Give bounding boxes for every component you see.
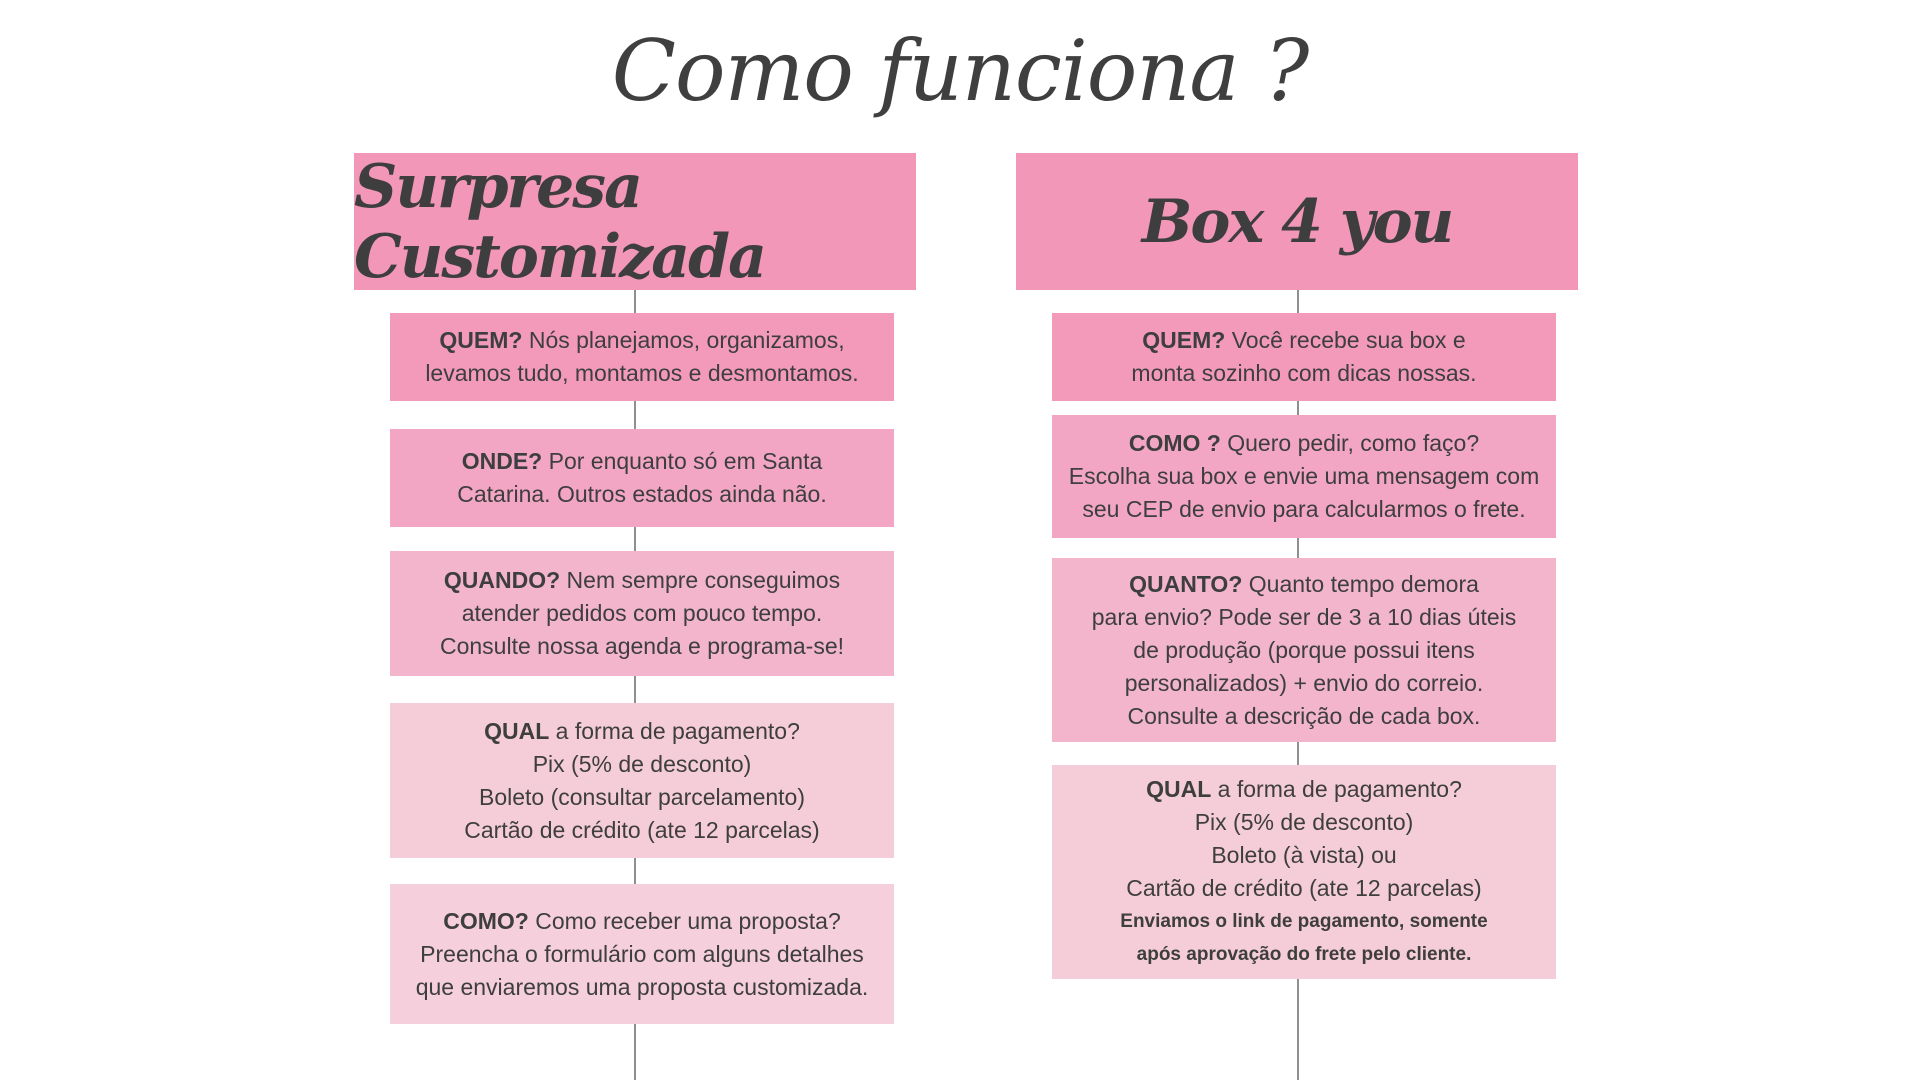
box-text: atender pedidos com pouco tempo. [461, 600, 823, 626]
box-text: Cartão de crédito (ate 12 parcelas) [464, 816, 820, 843]
box-text: Consulte nossa agenda e programa-se! [439, 633, 845, 659]
box-text: Catarina. Outros estados ainda não. [457, 481, 827, 507]
column-box-4-you [1016, 153, 1578, 1080]
box-text: de produção (porque possui itens [1133, 636, 1475, 663]
box-text: Pix (5% de desconto) [1194, 809, 1414, 835]
info-box-quem [390, 313, 894, 401]
box-text: Pix (5% de desconto) [532, 750, 752, 777]
box-text: Por enquanto só em Santa [542, 448, 823, 474]
box-text: a forma de pagamento? [1211, 776, 1462, 802]
column-header-label: Surpresa Customizada [354, 151, 765, 292]
info-box-quando [390, 551, 894, 676]
box-label: QUAL [484, 717, 550, 744]
box-text: personalizados) + envio do correio. [1124, 669, 1484, 696]
box-text: seu CEP de envio para calcularmos o frete. [1082, 496, 1526, 522]
column-header-label: Box 4 you [1141, 186, 1453, 257]
box-text: Preencha o formulário com alguns detalhes [420, 940, 864, 967]
box-label: QUANDO? [443, 567, 561, 593]
box-text: Quanto tempo demora [1242, 570, 1479, 597]
info-box-como [390, 884, 894, 1024]
box-text: monta sozinho com dicas nossas. [1131, 360, 1477, 386]
box-label: COMO? [443, 907, 529, 934]
box-text: Boleto (consultar parcelamento) [479, 783, 805, 810]
box-text: Quero pedir, como faço? [1220, 430, 1480, 456]
info-box-quanto [1052, 558, 1556, 742]
box-text: Como receber uma proposta? [528, 907, 841, 934]
box-note: após aprovação do frete pelo cliente. [1136, 944, 1472, 965]
box-text: levamos tudo, montamos e desmontamos. [425, 360, 859, 386]
box-label: QUEM? [1142, 327, 1226, 353]
box-text: a forma de pagamento? [549, 717, 800, 744]
box-text: Você recebe sua box e [1225, 327, 1466, 353]
box-text: Boleto (à vista) ou [1211, 842, 1397, 868]
column-surpresa-customizada [354, 153, 916, 1080]
column-header [1016, 153, 1578, 290]
box-note: Enviamos o link de pagamento, somente [1120, 911, 1488, 932]
box-text: Cartão de crédito (ate 12 parcelas) [1126, 875, 1482, 901]
box-text: Escolha sua box e envie uma mensagem com [1068, 463, 1540, 489]
page-title: Como funciona ? [611, 22, 1309, 120]
box-text: Nem sempre conseguimos [560, 567, 841, 593]
box-label: QUANTO? [1129, 570, 1243, 597]
info-box-onde [390, 429, 894, 527]
box-text: que enviaremos uma proposta customizada. [415, 973, 869, 1000]
info-box-qual [1052, 765, 1556, 979]
box-label: QUAL [1146, 776, 1212, 802]
box-label: COMO ? [1128, 430, 1221, 456]
column-header [354, 153, 916, 290]
box-label: QUEM? [439, 327, 523, 353]
box-text: Consulte a descrição de cada box. [1127, 702, 1481, 729]
box-text: para envio? Pode ser de 3 a 10 dias úteis [1091, 603, 1517, 630]
info-box-qual [390, 703, 894, 858]
box-label: ONDE? [461, 448, 543, 474]
info-box-como [1052, 415, 1556, 538]
box-text: Nós planejamos, organizamos, [522, 327, 845, 353]
info-box-quem [1052, 313, 1556, 401]
